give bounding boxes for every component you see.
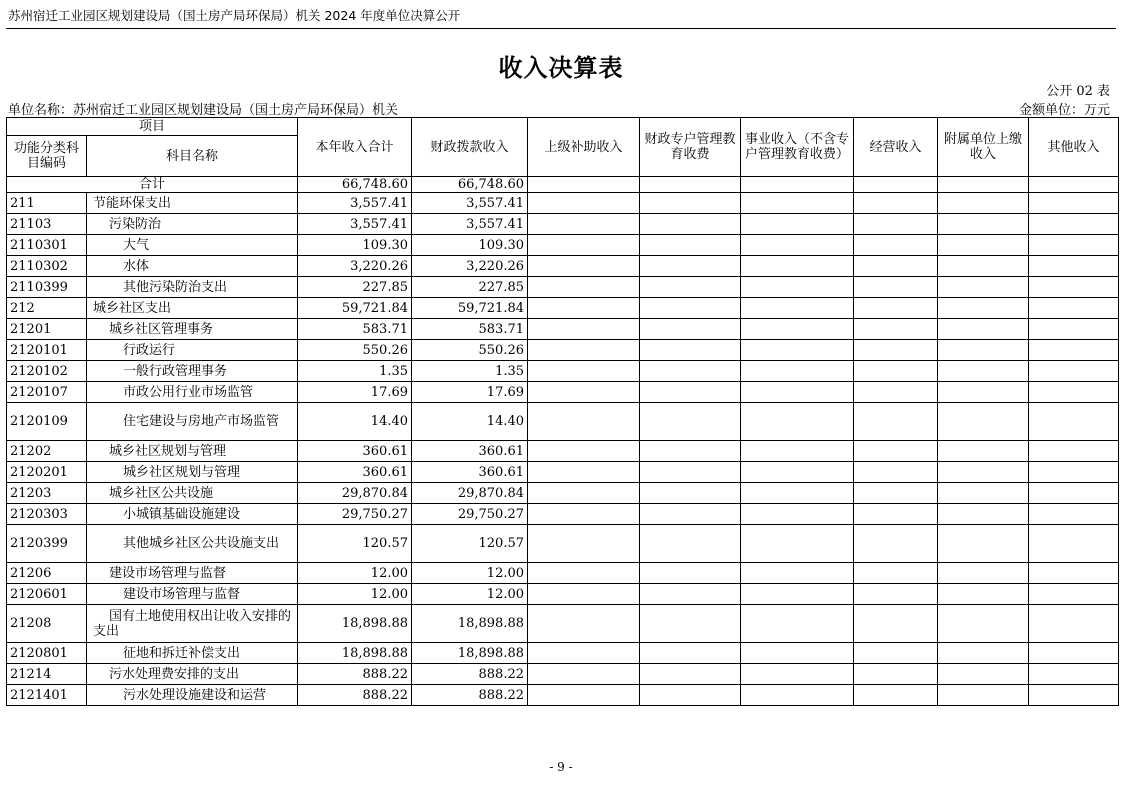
empty-cell xyxy=(741,685,854,706)
row-name: 建设市场管理与监督 xyxy=(87,584,298,605)
table-row xyxy=(7,584,1119,605)
empty-cell xyxy=(640,462,741,483)
row-total: 59,721.84 xyxy=(298,298,412,319)
row-total: 29,870.84 xyxy=(298,483,412,504)
empty-cell xyxy=(1029,193,1119,214)
empty-cell xyxy=(854,382,938,403)
empty-cell xyxy=(528,504,640,525)
empty-cell xyxy=(741,382,854,403)
empty-cell xyxy=(854,483,938,504)
empty-cell xyxy=(938,483,1029,504)
row-code: 2110301 xyxy=(7,235,87,256)
row-code: 2120101 xyxy=(7,340,87,361)
empty-cell xyxy=(640,277,741,298)
empty-cell xyxy=(741,193,854,214)
row-total: 12.00 xyxy=(298,563,412,584)
empty-cell xyxy=(938,685,1029,706)
empty-cell xyxy=(528,685,640,706)
row-fiscal: 3,220.26 xyxy=(412,256,528,277)
empty-cell xyxy=(640,193,741,214)
table-row xyxy=(7,664,1119,685)
table-row xyxy=(7,462,1119,483)
table-row xyxy=(7,256,1119,277)
empty-cell xyxy=(741,235,854,256)
row-total: 227.85 xyxy=(298,277,412,298)
row-total: 1.35 xyxy=(298,361,412,382)
row-code: 21202 xyxy=(7,441,87,462)
row-total: 29,750.27 xyxy=(298,504,412,525)
row-fiscal: 29,750.27 xyxy=(412,504,528,525)
empty-cell xyxy=(938,298,1029,319)
row-code: 2110399 xyxy=(7,277,87,298)
row-code: 2120107 xyxy=(7,382,87,403)
row-fiscal: 17.69 xyxy=(412,382,528,403)
empty-cell xyxy=(938,382,1029,403)
row-code: 2120109 xyxy=(7,403,87,441)
empty-cell xyxy=(741,441,854,462)
row-total: 3,220.26 xyxy=(298,256,412,277)
row-fiscal: 18,898.88 xyxy=(412,643,528,664)
table-row xyxy=(7,319,1119,340)
form-number: 公开 02 表 xyxy=(1046,84,1110,99)
empty-cell xyxy=(741,483,854,504)
row-total: 18,898.88 xyxy=(298,643,412,664)
empty-cell xyxy=(1029,214,1119,235)
empty-cell xyxy=(741,256,854,277)
empty-cell xyxy=(1029,685,1119,706)
row-name: 污水处理费安排的支出 xyxy=(87,664,298,685)
empty-cell xyxy=(741,584,854,605)
empty-cell xyxy=(1029,277,1119,298)
empty-cell xyxy=(1029,584,1119,605)
empty-cell xyxy=(854,340,938,361)
row-fiscal: 3,557.41 xyxy=(412,214,528,235)
table-row xyxy=(7,563,1119,584)
empty-cell xyxy=(741,298,854,319)
empty-cell xyxy=(1029,563,1119,584)
row-name: 水体 xyxy=(87,256,298,277)
empty-cell xyxy=(741,361,854,382)
empty-cell xyxy=(528,584,640,605)
page-number: - 9 - xyxy=(549,760,573,774)
empty-cell xyxy=(854,361,938,382)
table-row xyxy=(7,361,1119,382)
row-total: 17.69 xyxy=(298,382,412,403)
empty-cell xyxy=(938,193,1029,214)
empty-cell xyxy=(741,403,854,441)
empty-cell xyxy=(528,462,640,483)
empty-cell xyxy=(938,643,1029,664)
empty-cell xyxy=(640,584,741,605)
empty-cell xyxy=(938,361,1029,382)
empty-cell xyxy=(1029,235,1119,256)
empty-cell xyxy=(854,605,938,643)
header-item: 项目 xyxy=(7,118,298,136)
empty-cell xyxy=(528,483,640,504)
empty-cell xyxy=(640,643,741,664)
empty-cell xyxy=(640,605,741,643)
empty-cell xyxy=(528,235,640,256)
empty-cell xyxy=(1029,483,1119,504)
empty-cell xyxy=(854,504,938,525)
row-name: 市政公用行业市场监管 xyxy=(87,382,298,403)
row-code: 2120399 xyxy=(7,525,87,563)
row-total: 583.71 xyxy=(298,319,412,340)
table-row xyxy=(7,277,1119,298)
empty-cell xyxy=(741,504,854,525)
empty-cell xyxy=(1029,462,1119,483)
row-total: 12.00 xyxy=(298,584,412,605)
row-fiscal: 120.57 xyxy=(412,525,528,563)
empty-cell xyxy=(938,462,1029,483)
row-total: 109.30 xyxy=(298,235,412,256)
table-row xyxy=(7,382,1119,403)
empty-cell xyxy=(938,584,1029,605)
amount-unit: 金额单位：万元 xyxy=(1018,103,1110,118)
empty-cell xyxy=(528,256,640,277)
row-fiscal: 3,557.41 xyxy=(412,193,528,214)
empty-cell xyxy=(1029,319,1119,340)
row-code: 21201 xyxy=(7,319,87,340)
row-code: 21208 xyxy=(7,605,87,643)
empty-cell xyxy=(741,340,854,361)
row-code: 21103 xyxy=(7,214,87,235)
row-name: 建设市场管理与监督 xyxy=(87,563,298,584)
empty-cell xyxy=(640,441,741,462)
empty-cell xyxy=(741,277,854,298)
row-fiscal: 29,870.84 xyxy=(412,483,528,504)
row-name: 国有土地使用权出让收入安排的支出 xyxy=(87,605,298,643)
row-name: 城乡社区规划与管理 xyxy=(87,462,298,483)
empty-cell xyxy=(528,643,640,664)
table-row xyxy=(7,685,1119,706)
table-row xyxy=(7,214,1119,235)
empty-cell xyxy=(938,319,1029,340)
empty-cell xyxy=(640,340,741,361)
row-code: 2120303 xyxy=(7,504,87,525)
table-row xyxy=(7,605,1119,643)
empty-cell xyxy=(938,441,1029,462)
empty-cell xyxy=(640,403,741,441)
empty-cell xyxy=(741,525,854,563)
row-name: 一般行政管理事务 xyxy=(87,361,298,382)
row-code: 2110302 xyxy=(7,256,87,277)
empty-cell xyxy=(741,643,854,664)
row-code: 2121401 xyxy=(7,685,87,706)
empty-cell xyxy=(1029,256,1119,277)
empty-cell xyxy=(640,382,741,403)
header-affiliated: 附属单位上缴收入 xyxy=(938,118,1029,177)
table-row xyxy=(7,504,1119,525)
table-row xyxy=(7,340,1119,361)
table-row xyxy=(7,298,1119,319)
empty-cell xyxy=(938,605,1029,643)
table-row xyxy=(7,193,1119,214)
empty-cell xyxy=(741,563,854,584)
row-total: 550.26 xyxy=(298,340,412,361)
header-code: 功能分类科目编码 xyxy=(7,136,87,177)
empty-cell xyxy=(854,441,938,462)
header-edu: 财政专户管理教育收费 xyxy=(640,118,741,177)
empty-cell xyxy=(640,214,741,235)
empty-cell xyxy=(640,483,741,504)
row-name: 城乡社区规划与管理 xyxy=(87,441,298,462)
row-name: 城乡社区公共设施 xyxy=(87,483,298,504)
header-superior: 上级补助收入 xyxy=(528,118,640,177)
row-total: 3,557.41 xyxy=(298,193,412,214)
empty-cell xyxy=(854,256,938,277)
row-code: 211 xyxy=(7,193,87,214)
empty-cell xyxy=(1029,605,1119,643)
row-code: 21214 xyxy=(7,664,87,685)
row-code: 2120102 xyxy=(7,361,87,382)
unit-name: 单位名称：苏州宿迁工业园区规划建设局（国土房产局环保局）机关 xyxy=(8,103,399,118)
row-name: 污水处理设施建设和运营 xyxy=(87,685,298,706)
header-business: 事业收入（不含专户管理教育收费） xyxy=(741,118,854,177)
empty-cell xyxy=(854,214,938,235)
row-total: 14.40 xyxy=(298,403,412,441)
empty-cell xyxy=(938,403,1029,441)
row-name: 污染防治 xyxy=(87,214,298,235)
empty-cell xyxy=(1029,664,1119,685)
empty-cell xyxy=(640,504,741,525)
empty-cell xyxy=(938,340,1029,361)
row-code: 2120601 xyxy=(7,584,87,605)
empty-cell xyxy=(854,403,938,441)
row-total: 888.22 xyxy=(298,664,412,685)
empty-cell xyxy=(854,685,938,706)
empty-cell xyxy=(528,319,640,340)
empty-cell xyxy=(1029,403,1119,441)
empty-cell xyxy=(741,462,854,483)
row-name: 住宅建设与房地产市场监管 xyxy=(87,403,298,441)
row-total: 3,557.41 xyxy=(298,214,412,235)
empty-cell xyxy=(528,214,640,235)
row-name: 城乡社区管理事务 xyxy=(87,319,298,340)
empty-cell xyxy=(741,319,854,340)
row-name: 其他城乡社区公共设施支出 xyxy=(87,525,298,563)
empty-cell xyxy=(640,361,741,382)
row-name: 节能环保支出 xyxy=(87,193,298,214)
row-code: 21206 xyxy=(7,563,87,584)
row-name: 大气 xyxy=(87,235,298,256)
empty-cell xyxy=(640,235,741,256)
page-title: 收入决算表 xyxy=(498,54,624,82)
empty-cell xyxy=(938,504,1029,525)
row-fiscal: 550.26 xyxy=(412,340,528,361)
row-code: 21203 xyxy=(7,483,87,504)
empty-cell xyxy=(528,403,640,441)
empty-cell xyxy=(1029,643,1119,664)
empty-cell xyxy=(854,298,938,319)
empty-cell xyxy=(854,525,938,563)
total-row-fiscal: 66,748.60 xyxy=(412,177,528,193)
empty-cell xyxy=(528,193,640,214)
row-total: 360.61 xyxy=(298,441,412,462)
empty-cell xyxy=(640,298,741,319)
empty-cell xyxy=(938,235,1029,256)
empty-cell xyxy=(938,563,1029,584)
empty-cell xyxy=(854,563,938,584)
row-fiscal: 12.00 xyxy=(412,563,528,584)
header-rule xyxy=(6,28,1116,29)
empty-cell xyxy=(528,563,640,584)
empty-cell xyxy=(528,664,640,685)
empty-cell xyxy=(1029,382,1119,403)
empty-cell xyxy=(1029,441,1119,462)
empty-cell xyxy=(854,664,938,685)
table-row xyxy=(7,441,1119,462)
empty-cell xyxy=(640,563,741,584)
row-total: 888.22 xyxy=(298,685,412,706)
empty-cell xyxy=(938,256,1029,277)
row-fiscal: 360.61 xyxy=(412,441,528,462)
empty-cell xyxy=(741,605,854,643)
row-name: 其他污染防治支出 xyxy=(87,277,298,298)
empty-cell xyxy=(854,462,938,483)
income-table xyxy=(6,117,1119,706)
empty-cell xyxy=(528,441,640,462)
row-fiscal: 14.40 xyxy=(412,403,528,441)
empty-cell xyxy=(640,685,741,706)
header-operating: 经营收入 xyxy=(854,118,938,177)
empty-cell xyxy=(528,277,640,298)
empty-cell xyxy=(938,214,1029,235)
empty-cell xyxy=(1029,340,1119,361)
table-row xyxy=(7,403,1119,441)
empty-cell xyxy=(640,525,741,563)
row-name: 城乡社区支出 xyxy=(87,298,298,319)
empty-cell xyxy=(854,193,938,214)
row-code: 212 xyxy=(7,298,87,319)
row-fiscal: 888.22 xyxy=(412,685,528,706)
row-fiscal: 227.85 xyxy=(412,277,528,298)
empty-cell xyxy=(854,319,938,340)
row-fiscal: 109.30 xyxy=(412,235,528,256)
header-fiscal: 财政拨款收入 xyxy=(412,118,528,177)
total-label: 合计 xyxy=(7,177,298,193)
row-total: 120.57 xyxy=(298,525,412,563)
empty-cell xyxy=(854,584,938,605)
empty-cell xyxy=(1029,361,1119,382)
row-fiscal: 18,898.88 xyxy=(412,605,528,643)
header-name: 科目名称 xyxy=(87,136,298,177)
empty-cell xyxy=(1029,298,1119,319)
empty-cell xyxy=(528,525,640,563)
row-fiscal: 360.61 xyxy=(412,462,528,483)
empty-cell xyxy=(938,525,1029,563)
running-header: 苏州宿迁工业园区规划建设局（国土房产局环保局）机关 2024 年度单位决算公开 xyxy=(8,8,461,23)
row-total: 360.61 xyxy=(298,462,412,483)
empty-cell xyxy=(741,664,854,685)
table-row xyxy=(7,483,1119,504)
table-row xyxy=(7,643,1119,664)
empty-cell xyxy=(938,664,1029,685)
row-name: 小城镇基础设施建设 xyxy=(87,504,298,525)
row-fiscal: 583.71 xyxy=(412,319,528,340)
row-name: 行政运行 xyxy=(87,340,298,361)
row-code: 2120801 xyxy=(7,643,87,664)
row-fiscal: 12.00 xyxy=(412,584,528,605)
row-total: 18,898.88 xyxy=(298,605,412,643)
empty-cell xyxy=(640,256,741,277)
empty-cell xyxy=(640,664,741,685)
empty-cell xyxy=(854,643,938,664)
row-fiscal: 59,721.84 xyxy=(412,298,528,319)
row-fiscal: 888.22 xyxy=(412,664,528,685)
empty-cell xyxy=(938,277,1029,298)
empty-cell xyxy=(528,361,640,382)
empty-cell xyxy=(528,340,640,361)
empty-cell xyxy=(640,319,741,340)
header-other: 其他收入 xyxy=(1029,118,1119,177)
empty-cell xyxy=(854,277,938,298)
table-row xyxy=(7,525,1119,563)
empty-cell xyxy=(528,605,640,643)
total-row xyxy=(7,177,1119,193)
table-row xyxy=(7,235,1119,256)
row-fiscal: 1.35 xyxy=(412,361,528,382)
total-row-total: 66,748.60 xyxy=(298,177,412,193)
empty-cell xyxy=(1029,504,1119,525)
empty-cell xyxy=(1029,525,1119,563)
empty-cell xyxy=(528,298,640,319)
empty-cell xyxy=(528,382,640,403)
empty-cell xyxy=(854,235,938,256)
empty-cell xyxy=(741,214,854,235)
row-code: 2120201 xyxy=(7,462,87,483)
row-name: 征地和拆迁补偿支出 xyxy=(87,643,298,664)
header-total: 本年收入合计 xyxy=(298,118,412,177)
